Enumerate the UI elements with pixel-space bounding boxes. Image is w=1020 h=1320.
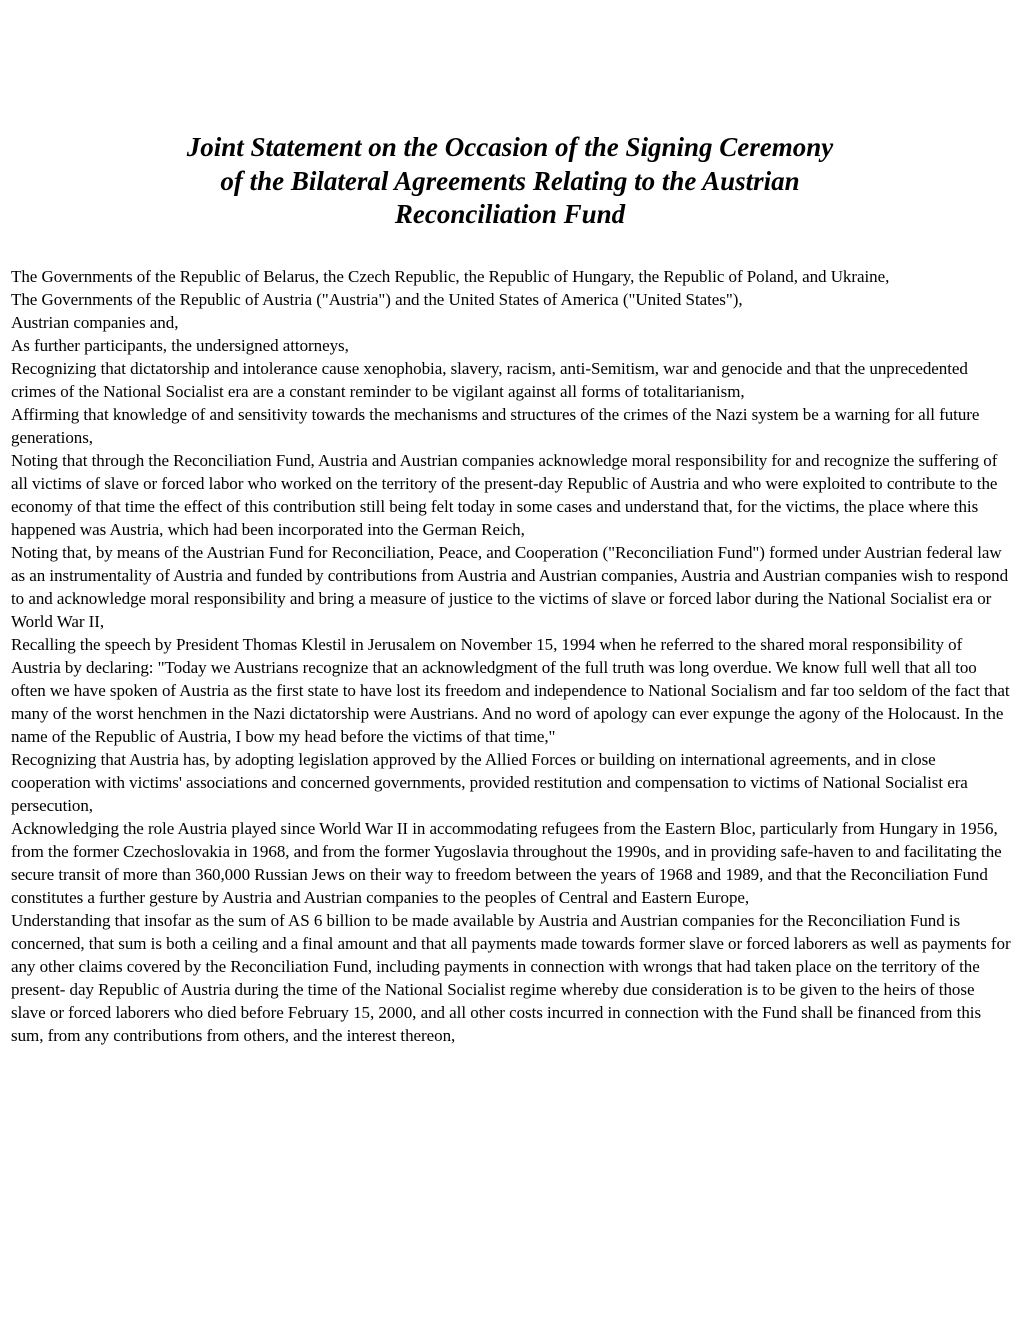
paragraph-noting-fund: Noting that, by means of the Austrian Fund for Reconciliation, Peace, and Cooperation ("Reconciliation Fund") formed under Austrian federal law as an instrumentality of Austria and funded by contributions from Austria and Austrian companies, Austria and Austrian companies wish to respond to and acknowledge moral responsibility and bring a measure of justice to the victims of slave or forced labor during the National Socialist era or World War II, <box>11 543 1009 631</box>
title-line: of the Bilateral Agreements Relating to the Austrian <box>220 165 800 196</box>
paragraph-understanding-sum: Understanding that insofar as the sum of AS 6 billion to be made available by Austria and Austrian companies for the Reconciliation Fund is concerned, that sum is both a ceiling and a final amount and that all payments made towards former slave or forced laborers as well as payments for any other claims covered by the Reconciliation Fund, including payments in connection with wrongs that had taken place on the territory of the present- day Republic of Austria during the time of the National Socialist regime whereby due consideration is to be given to the heirs of those slave or forced laborers who died before February 15, 2000, and all other costs incurred in connection with the Fund shall be financed from this sum, from any contributions from others, and the interest thereon, <box>11 911 1011 1045</box>
paragraph-companies: Austrian companies and, <box>11 313 179 332</box>
document-title <box>60 131 960 232</box>
document-body <box>11 265 1011 1047</box>
paragraph-governments: The Governments of the Republic of Austria ("Austria") and the United States of America ("United States"), <box>11 290 743 309</box>
paragraph-noting-responsibility: Noting that through the Reconciliation Fund, Austria and Austrian companies acknowledge moral responsibility for and recognize the suffering of all victims of slave or forced labor who worked on the territory of the present-day Republic of Austria and who were exploited to contribute to the economy of that time the effect of this contribution still being felt today in some cases and understand that, for the victims, the place where this happened was Austria, which had been incorporated into the German Reich, <box>11 451 998 539</box>
paragraph-recognizing-restitution: Recognizing that Austria has, by adopting legislation approved by the Allied Forces or building on international agreements, and in close cooperation with victims' associations and concerned governments, provided restitution and compensation to victims of National Socialist era persecution, <box>11 750 968 815</box>
title-line: Reconciliation Fund <box>394 199 626 229</box>
title-line: Joint Statement on the Occasion of the Signing Ceremony <box>186 132 834 162</box>
paragraph-parties: The Governments of the Republic of Belarus, the Czech Republic, the Republic of Hungary, the Republic of Poland, and Ukraine, <box>11 267 890 286</box>
paragraph-affirming: Affirming that knowledge of and sensitivity towards the mechanisms and structures of the crimes of the Nazi system be a warning for all future generations, <box>11 405 980 447</box>
paragraph-recalling-speech: Recalling the speech by President Thomas Klestil in Jerusalem on November 15, 1994 when he referred to the shared moral responsibility of Austria by declaring: "Today we Austrians recognize that an acknowledgment of the full truth was long overdue. We know full well that all too often we have spoken of Austria as the first state to have lost its freedom and independence to National Socialism and far too seldom of the fact that many of the worst henchmen in the Nazi dictatorship were Austrians. And no word of apology can ever expunge the agony of the Holocaust. In the name of the Republic of Austria, I bow my head before the victims of that time," <box>11 635 1010 746</box>
paragraph-attorneys: As further participants, the undersigned attorneys, <box>11 336 349 355</box>
paragraph-acknowledging-refugees: Acknowledging the role Austria played since World War II in accommodating refugees from the Eastern Bloc, particularly from Hungary in 1956, from the former Czechoslovakia in 1968, and from the former Yugoslavia throughout the 1990s, and in providing safe-haven to and facilitating the secure transit of more than 360,000 Russian Jews on their way to freedom between the years of 1968 and 1989, and that the Reconciliation Fund constitutes a further gesture by Austria and Austrian companies to the peoples of Central and Eastern Europe, <box>11 819 1002 907</box>
paragraph-recognizing-dictatorship: Recognizing that dictatorship and intolerance cause xenophobia, slavery, racism, anti-Semitism, war and genocide and that the unprecedented crimes of the National Socialist era are a constant reminder to be vigilant against all forms of totalitarianism, <box>11 359 968 401</box>
